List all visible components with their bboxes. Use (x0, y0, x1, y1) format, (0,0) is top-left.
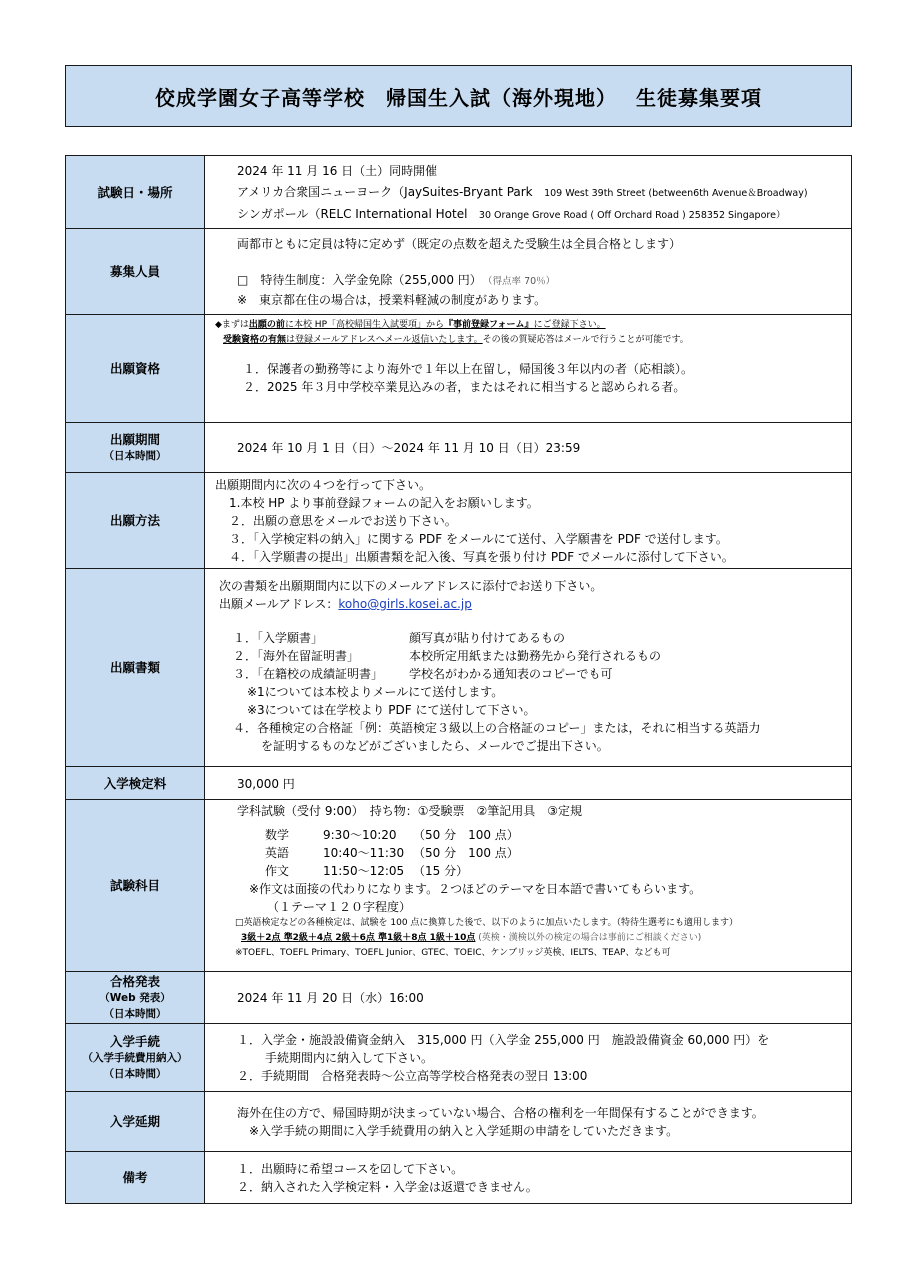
procedure-line-2: 手続期間内に納入して下さい。 (265, 1051, 434, 1065)
documents-content (205, 569, 852, 767)
method-item: ４．「入学願書の提出」出願書類を記入後、写真を張り付け PDF でメールに添付して下さい。 (229, 550, 734, 564)
document-item: ３．「在籍校の成績証明書」 学校名がわかる通知表のコピーでも可 (233, 667, 613, 681)
fee-text: 30,000 円 (237, 776, 295, 791)
english-test-note: □英語検定などの各種検定は、試験を 100 点に換算した後で、以下のように加点いたします。（特待生選考にも適用します） (235, 918, 739, 928)
recruit-capacity-text: 両都市ともに定員は特に定めず（既定の点数を超えた受験生は全員合格とします） (237, 237, 682, 251)
subjects-intro: 学科試験（受付 9:00） 持ち物：①受験票 ②筆記用具 ③定規 (237, 804, 583, 818)
postpone-line-2: ※入学手続の期間に入学手続費用の納入と入学延期の申請をしていただきます。 (249, 1124, 679, 1138)
procedure-line-1: １．入学金・施設設備資金納入 315,000 円（入学金 255,000 円 施設設備資金 60,000 円）を (237, 1033, 770, 1047)
admission-table (65, 155, 852, 1204)
postpone-label: 入学延期 (66, 1092, 205, 1152)
qualification-label: 出願資格 (66, 315, 205, 423)
bonus-points-line: 3級＋2点 準2級＋4点 2級＋6点 準1級＋8点 1級＋10点 (英検・漢検以外の検定の場合は事前にご相談ください) (241, 933, 702, 943)
essay-note-length: （１テーマ１２０字程度） (267, 900, 412, 914)
documents-mail-line: 出願メールアドレス：koho@girls.kosei.ac.jp (219, 597, 472, 611)
row-exam-date (66, 156, 852, 229)
row-procedure (66, 1024, 852, 1092)
postpone-content (205, 1092, 852, 1152)
schedule-row: 数学 9:30～10:20 （50 分 100 点） (265, 828, 519, 842)
document-note-3: ※3については在学校より PDF にて送付して下さい。 (247, 703, 536, 717)
documents-label: 出願書類 (66, 569, 205, 767)
remarks-label: 備考 (66, 1152, 205, 1204)
method-item: ２．出願の意思をメールでお送り下さい。 (229, 514, 457, 528)
recruit-content (205, 229, 852, 315)
remarks-line-2: ２．納入された入学検定料・入学金は返還できません。 (237, 1180, 538, 1194)
qualification-item-2: ２．2025 年３月中学校卒業見込みの者，またはそれに相当すると認められる者。 (243, 380, 686, 394)
result-label: 合格発表 （Web 発表） （日本時間） (66, 972, 205, 1024)
exam-venue-newyork: アメリカ合衆国ニューヨーク（JaySuites-Bryant Park 109 West 39th Street (between6th Avenue＆Broadway) (237, 185, 808, 199)
document-item-4-cont: を証明するものなどがございましたら、メールでご提出下さい。 (261, 739, 609, 753)
exam-date-label: 試験日・場所 (66, 156, 205, 229)
row-postpone (66, 1092, 852, 1152)
period-text: 2024 年 10 月 1 日（日）～2024 年 11 月 10 日（日）23:59 (237, 441, 581, 455)
result-text: 2024 年 11 月 20 日（水）16:00 (237, 991, 424, 1005)
method-item: 1.本校 HP より事前登録フォームの記入をお願いします。 (229, 496, 539, 510)
document-item: １．「入学願書」 顔写真が貼り付けてあるもの (233, 631, 566, 645)
method-item: ３．「入学検定料の納入」に関する PDF をメールにて送付、入学願書を PDF で送付します。 (229, 532, 728, 546)
scholarship-text: □ 特待生制度：入学金免除（255,000 円） （得点率 70％） (237, 273, 556, 287)
document-note-1: ※1については本校よりメールにて送付します。 (247, 685, 504, 699)
row-documents (66, 569, 852, 767)
row-result (66, 972, 852, 1024)
row-method (66, 473, 852, 569)
application-email-link[interactable]: koho@girls.kosei.ac.jp (338, 597, 472, 611)
row-subjects (66, 800, 852, 972)
recruit-label: 募集人員 (66, 229, 205, 315)
period-label: 出願期間 （日本時間） (66, 423, 205, 473)
subjects-content (205, 800, 852, 972)
result-content (205, 972, 852, 1024)
procedure-line-3: ２．手続期間 合格発表時～公立高等学校合格発表の翌日 13:00 (237, 1069, 588, 1083)
exam-date-line: 2024 年 11 月 16 日（土）同時開催 (237, 164, 438, 178)
procedure-label: 入学手続 （入学手続費用納入） （日本時間） (66, 1024, 205, 1092)
method-label: 出願方法 (66, 473, 205, 569)
essay-note: ※作文は面接の代わりになります。２つほどのテーマを日本語で書いてもらいます。 (249, 882, 702, 896)
method-intro: 出願期間内に次の４つを行って下さい。 (215, 478, 432, 492)
exam-date-content (205, 156, 852, 229)
row-recruit (66, 229, 852, 315)
procedure-content (205, 1024, 852, 1092)
method-content (205, 473, 852, 569)
preregistration-note: ◆まずは出願の前に本校 HP「高校帰国生入試要項」から『事前登録フォーム』にご登録下さい。 (215, 320, 606, 330)
fee-label: 入学検定料 (66, 767, 205, 800)
documents-intro: 次の書類を出願期間内に以下のメールアドレスに添付でお送り下さい。 (219, 579, 603, 593)
row-fee (66, 767, 852, 800)
schedule-row: 英語 10:40～11:30 （50 分 100 点） (265, 846, 519, 860)
subjects-label: 試験科目 (66, 800, 205, 972)
row-period (66, 423, 852, 473)
fee-content (205, 767, 852, 800)
remarks-line-1: １．出願時に希望コースを☑して下さい。 (237, 1162, 464, 1176)
period-content (205, 423, 852, 473)
tuition-note: ※ 東京都在住の場合は，授業料軽減の制度があります。 (237, 293, 547, 307)
postpone-line-1: 海外在住の方で、帰国時期が決まっていない場合、合格の権利を一年間保有することができます。 (237, 1106, 764, 1120)
accepted-tests-note: ※TOEFL、TOEFL Primary、TOEFL Junior、GTEC、TOEIC、ケンブリッジ英検、IELTS、TEAP、なども可 (235, 948, 671, 958)
eligibility-reply-note: 受験資格の有無は登録メールアドレスへメール返信いたします。その後の質疑応答はメールで行うことが可能です。 (223, 335, 689, 345)
qualification-item-1: １．保護者の勤務等により海外で１年以上在留し，帰国後３年以内の者（応相談）。 (243, 362, 694, 376)
exam-venue-singapore: シンガポール（RELC International Hotel 30 Orange Grove Road ( Off Orchard Road ) 258352 Singapore） (237, 207, 786, 221)
row-qualification (66, 315, 852, 423)
document-item-4: ４．各種検定の合格証「例：英語検定３級以上の合格証のコピー」または，それに相当する英語力 (233, 721, 761, 735)
page-title: 佼成学園女子高等学校 帰国生入試（海外現地） 生徒募集要項 (65, 65, 852, 127)
schedule-row: 作文 11:50～12:05 （15 分） (265, 864, 469, 878)
document-item: ２．「海外在留証明書」 本校所定用紙または勤務先から発行されるもの (233, 649, 662, 663)
qualification-content (205, 315, 852, 423)
row-remarks (66, 1152, 852, 1204)
remarks-content (205, 1152, 852, 1204)
